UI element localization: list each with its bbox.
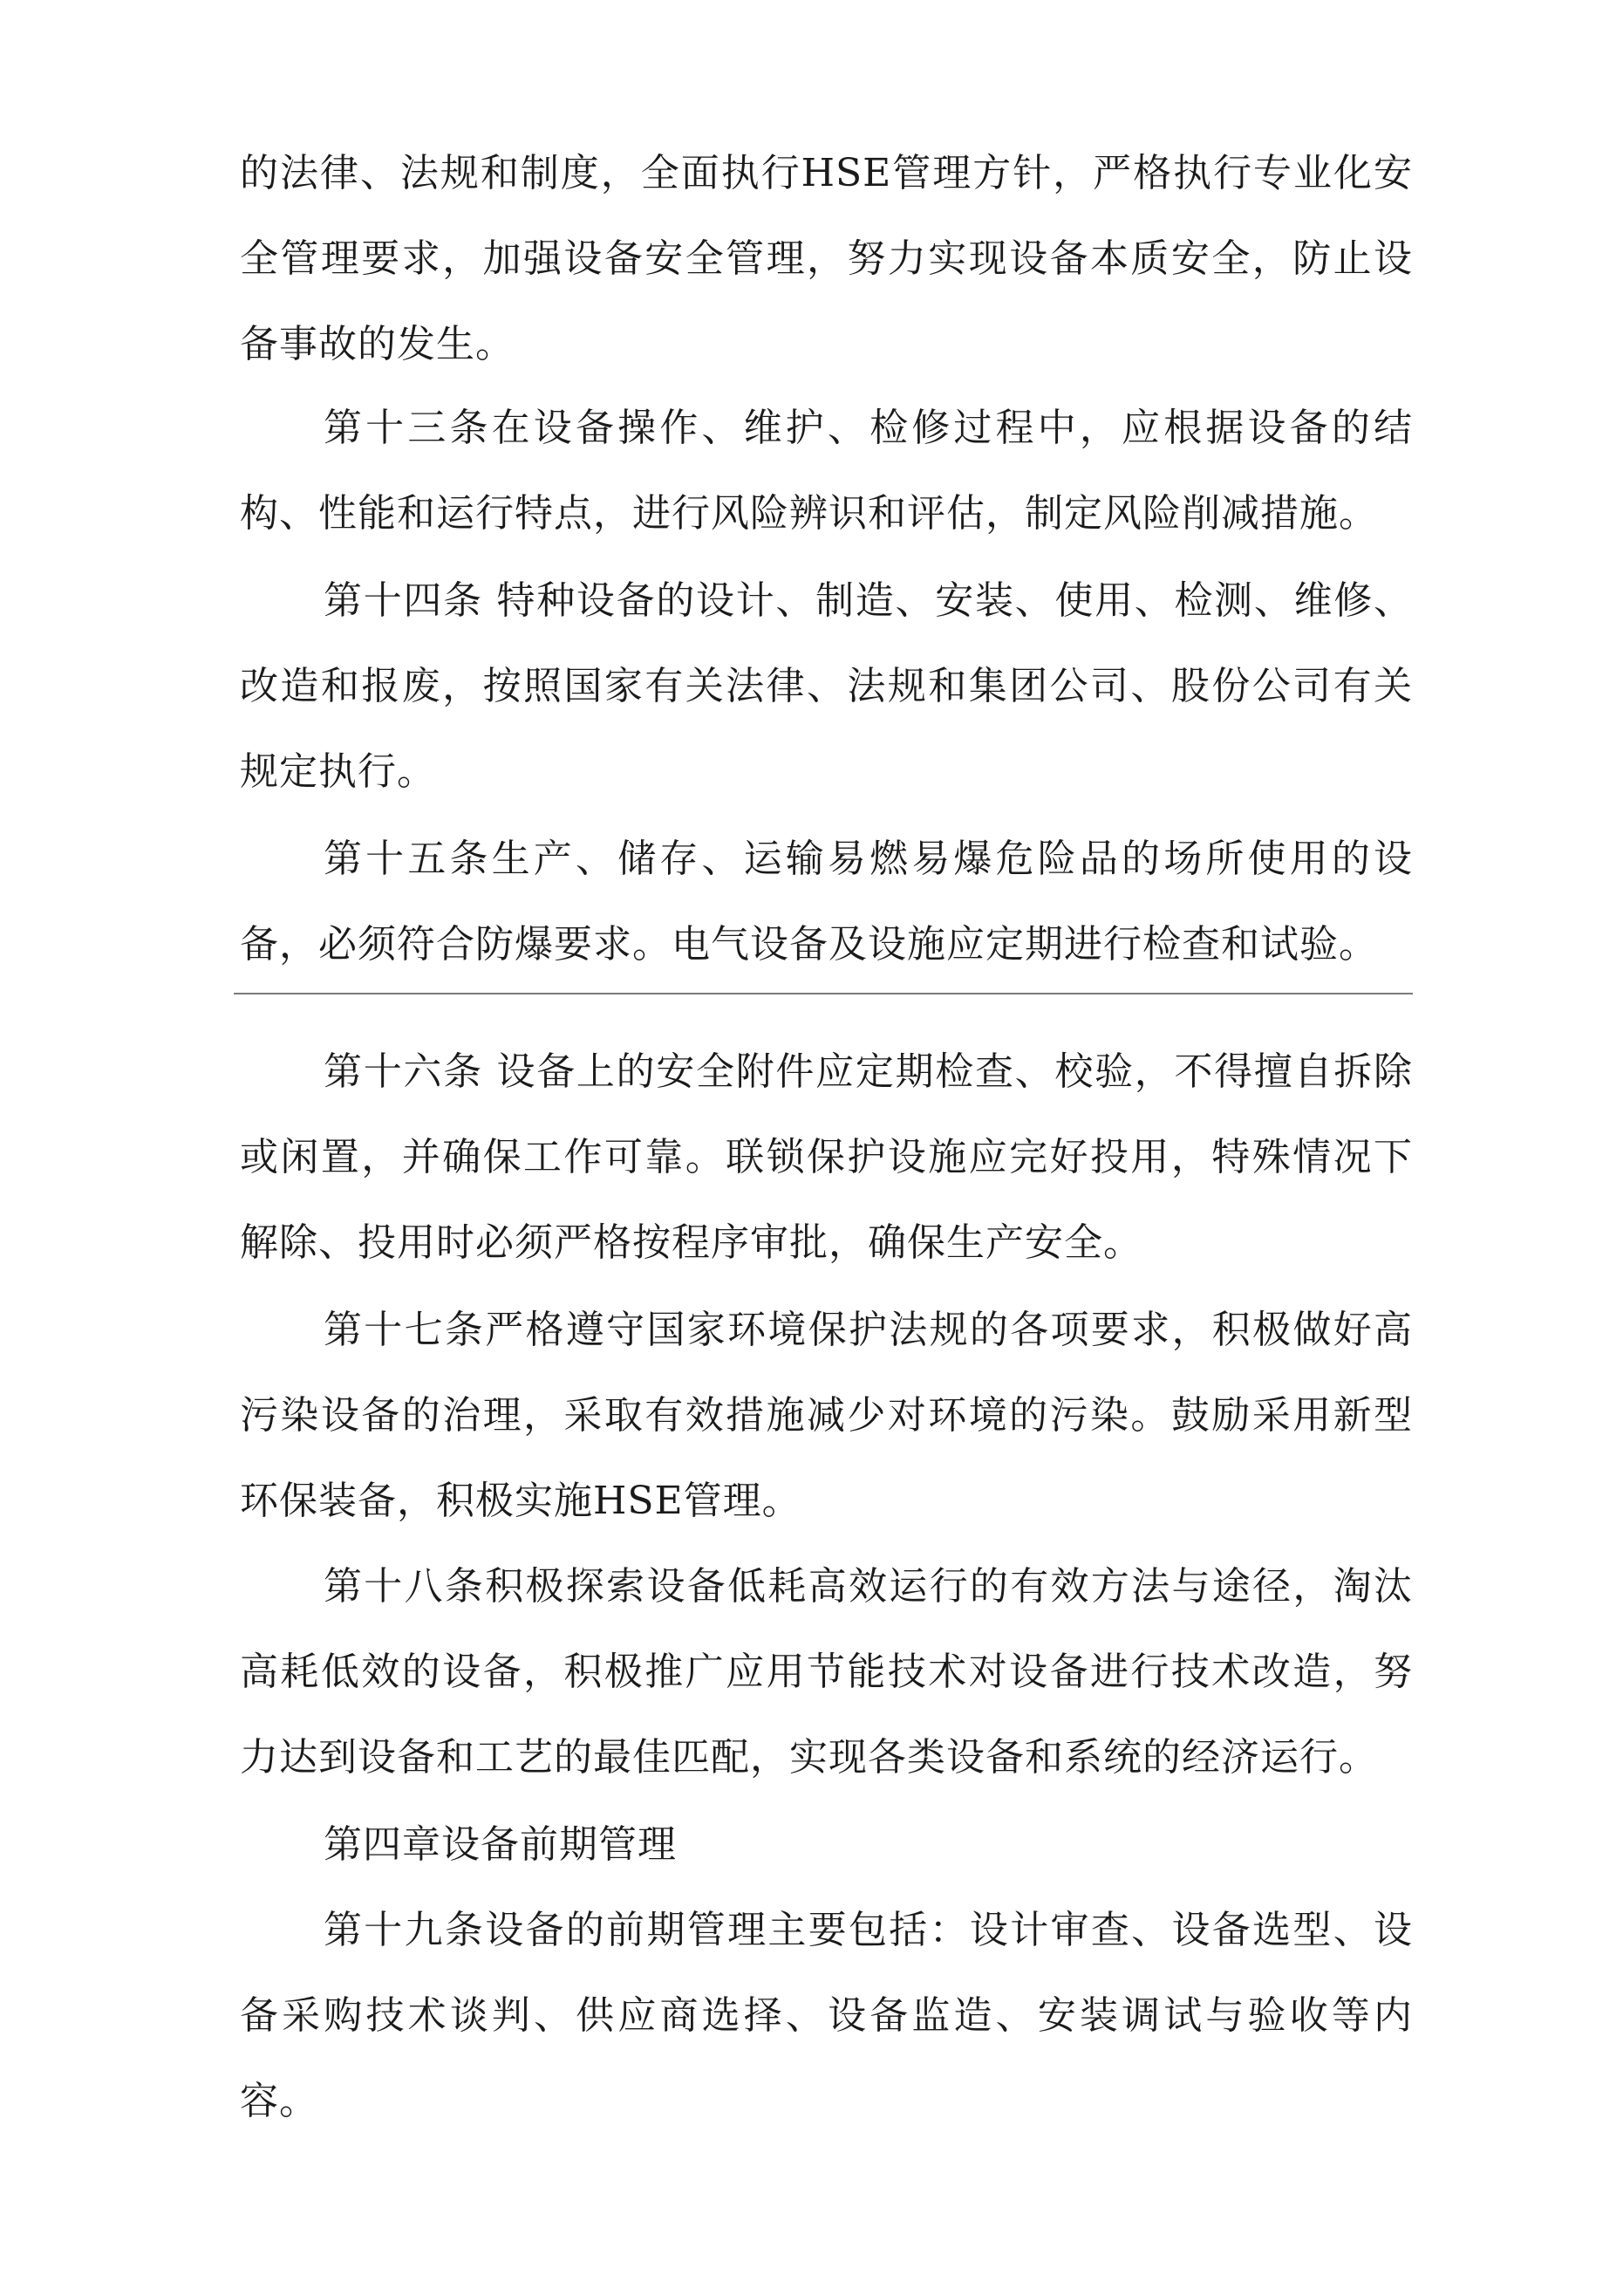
- page-divider: [234, 993, 1413, 994]
- chapter-heading: 第四章设备前期管理: [324, 1822, 677, 1867]
- paragraph-continuation: 的法律、法规和制度，全面执行HSE管理方针，严格执行专业化安全管理要求，加强设备安全管理，努力实现设备本质安全，防止设备事故的发生。: [240, 151, 1413, 366]
- paragraph-article-13: 第十三条在设备操作、维护、检修过程中，应根据设备的结构、性能和运行特点，进行风险辨识和评估，制定风险削减措施。: [240, 406, 1413, 536]
- paragraph-article-17: 第十七条严格遵守国家环境保护法规的各项要求，积极做好高污染设备的治理，采取有效措施减少对环境的污染。鼓励采用新型环保装备，积极实施HSE管理。: [240, 1308, 1413, 1523]
- paragraph-article-14: 第十四条 特种设备的设计、制造、安装、使用、检测、维修、改造和报废，按照国家有关法律、法规和集团公司、股份公司有关规定执行。: [240, 578, 1413, 794]
- paragraph-article-19: 第十九条设备的前期管理主要包括：设计审查、设备选型、设备采购技术谈判、供应商选择、设备监造、安装调试与验收等内容。: [240, 1908, 1413, 2123]
- paragraph-article-18: 第十八条积极探索设备低耗高效运行的有效方法与途径，淘汰高耗低效的设备，积极推广应用节能技术对设备进行技术改造，努力达到设备和工艺的最佳匹配，实现各类设备和系统的经济运行。: [240, 1564, 1413, 1780]
- paragraph-article-16: 第十六条 设备上的安全附件应定期检查、校验，不得擅自拆除或闲置，并确保工作可靠。联锁保护设施应完好投用，特殊情况下解除、投用时必须严格按程序审批，确保生产安全。: [240, 1049, 1413, 1265]
- paragraph-article-15: 第十五条生产、储存、运输易燃易爆危险品的场所使用的设备，必须符合防爆要求。电气设备及设施应定期进行检查和试验。: [240, 837, 1413, 967]
